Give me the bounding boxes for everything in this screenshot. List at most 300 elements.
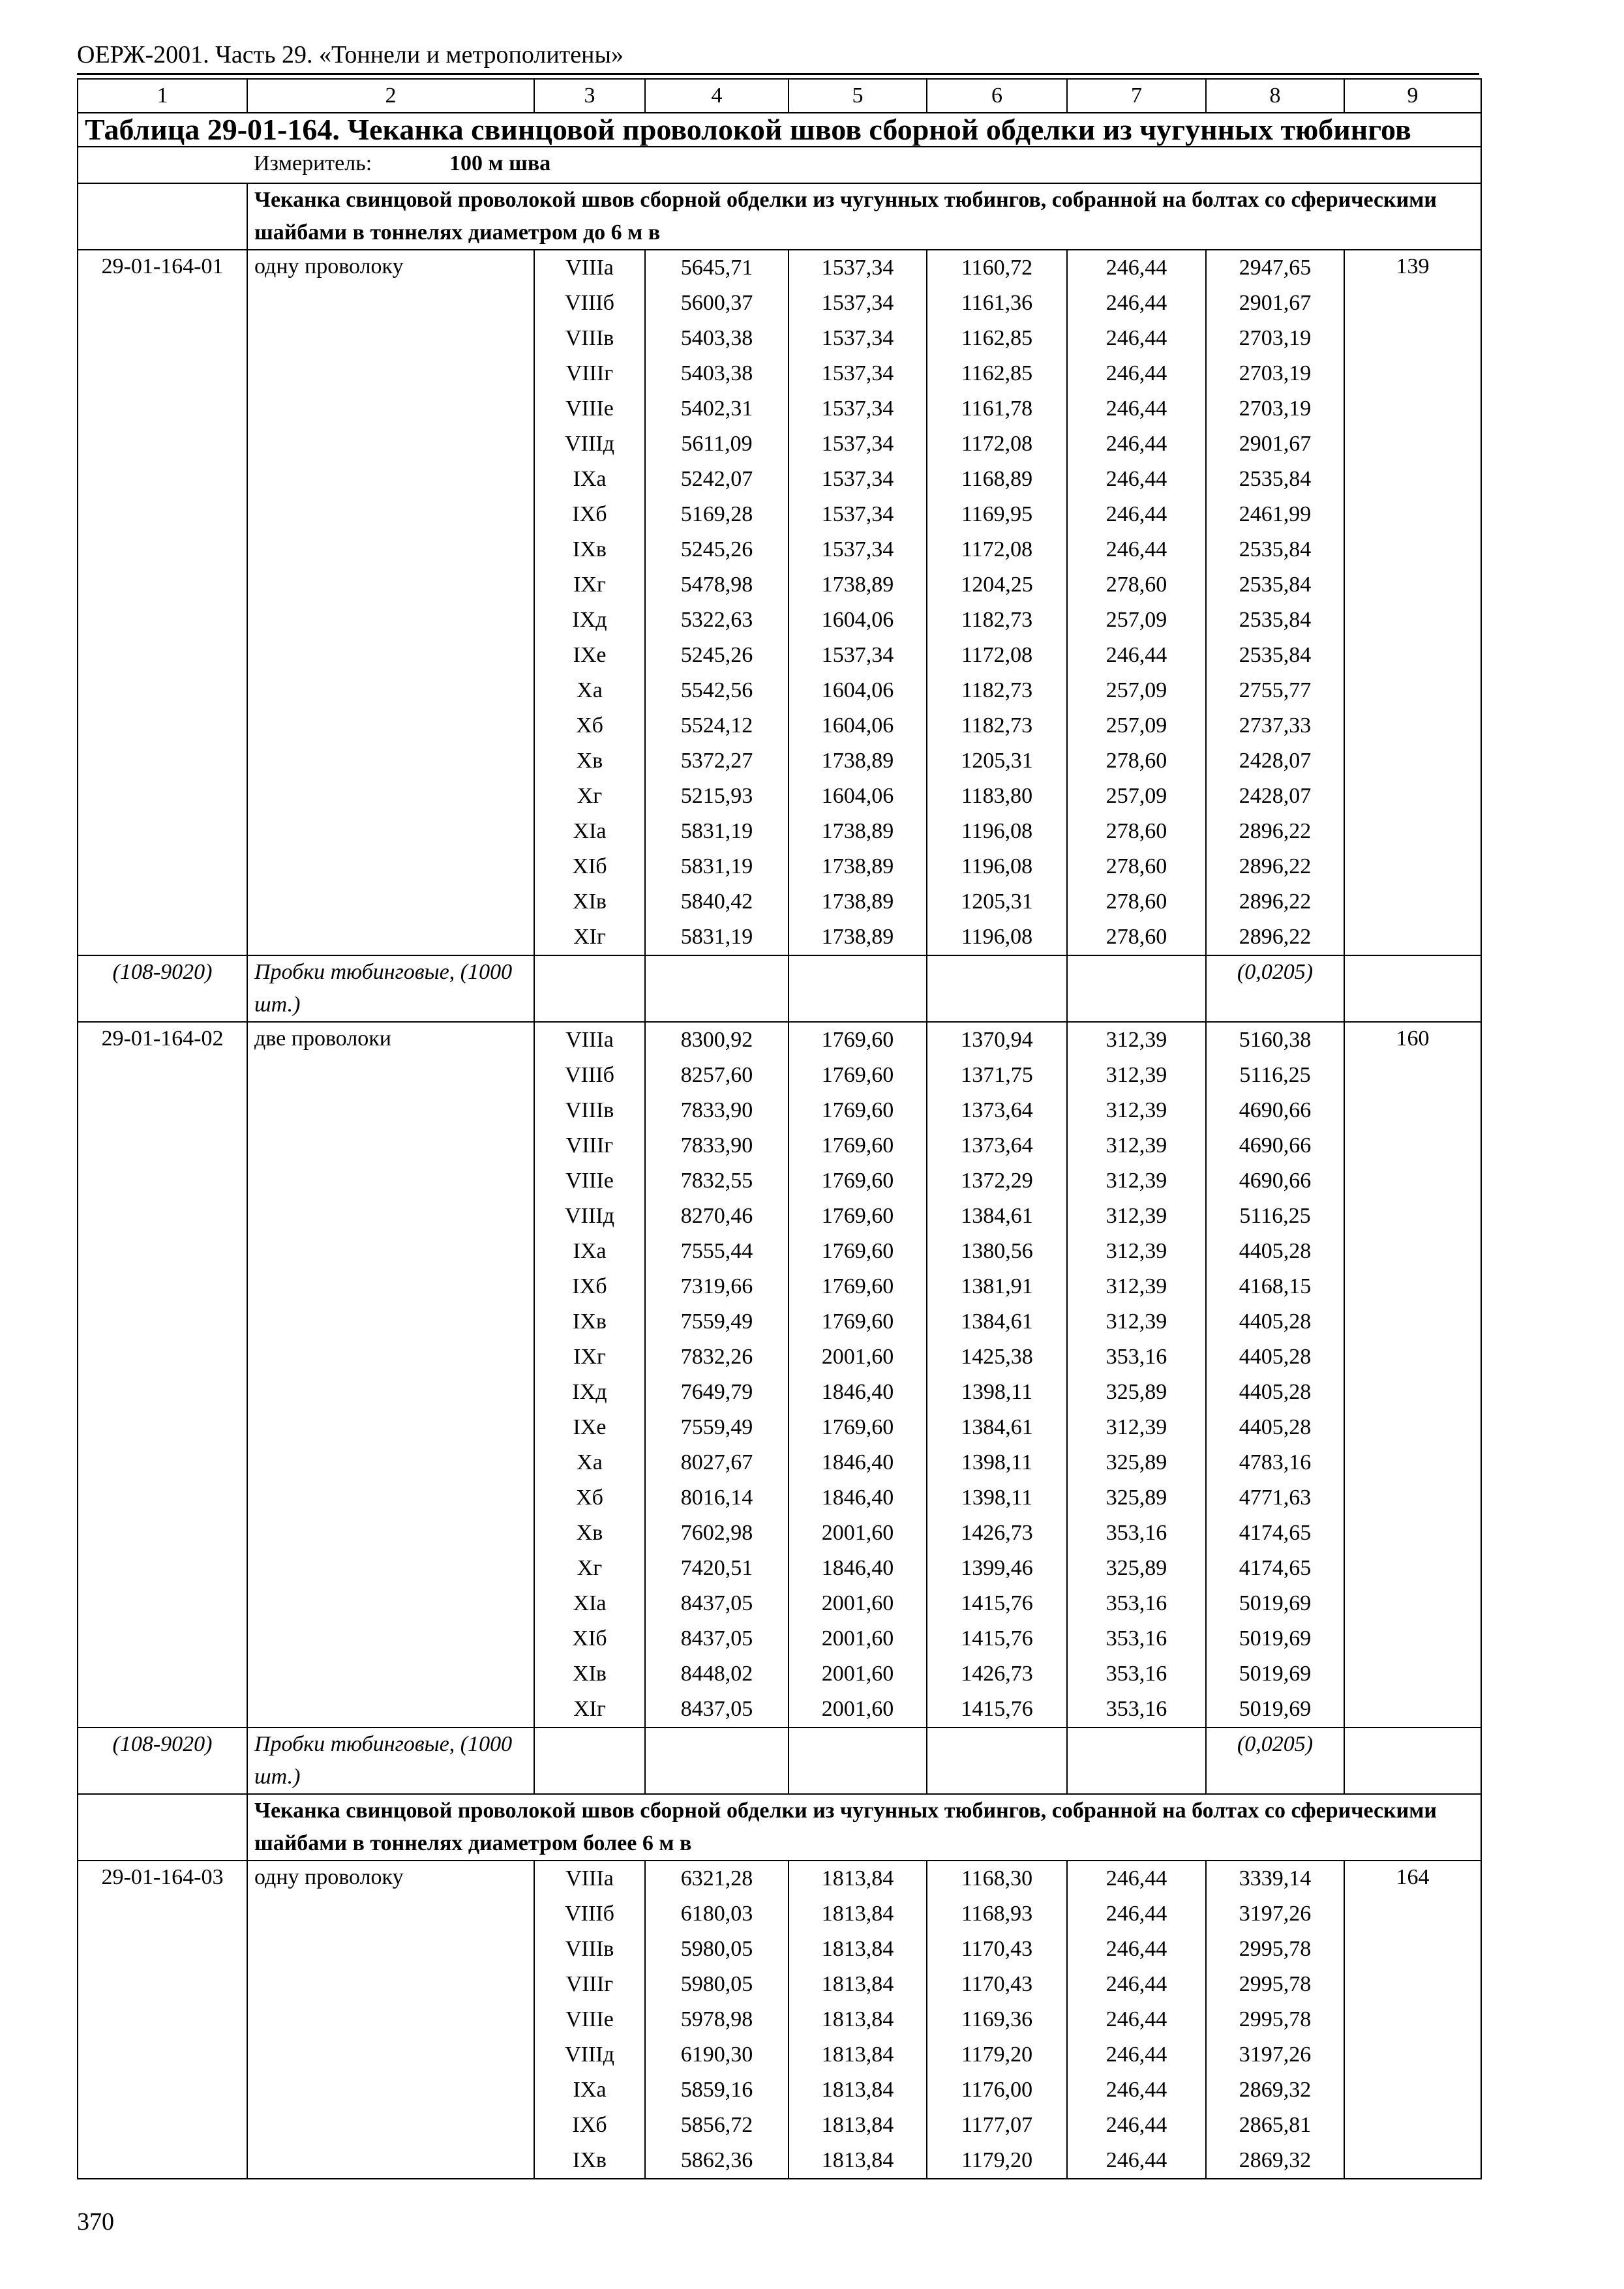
value-cell: 2001,60 xyxy=(821,1591,894,1615)
value-cell: 1604,06 xyxy=(821,678,894,702)
value-cell: 1846,40 xyxy=(821,1556,894,1580)
value-cell: 5645,71 xyxy=(680,256,753,280)
value-cell: 2535,84 xyxy=(1239,467,1312,491)
value-cell: 4690,66 xyxy=(1239,1169,1312,1193)
value-cell: 1205,31 xyxy=(961,749,1033,773)
value-cell: 8437,05 xyxy=(680,1591,753,1615)
empty-cell xyxy=(534,955,645,1022)
value-cell: 1176,00 xyxy=(961,2078,1033,2102)
value-cell: 5403,38 xyxy=(680,326,753,350)
work-description: одну проволоку xyxy=(247,250,534,955)
value-column xyxy=(645,250,789,955)
zone-cell: VIIIг xyxy=(565,361,614,385)
value-cell: 1169,95 xyxy=(961,502,1033,526)
value-cell: 2869,32 xyxy=(1239,2148,1312,2172)
section-heading-row xyxy=(78,183,1481,250)
value-cell: 1160,72 xyxy=(961,256,1033,280)
empty-cell xyxy=(534,1728,645,1794)
value-cell: 1168,93 xyxy=(961,1902,1033,1926)
value-cell: 4405,28 xyxy=(1239,1309,1312,1334)
value-cell: 1399,46 xyxy=(961,1556,1033,1580)
value-cell: 7833,90 xyxy=(680,1133,753,1158)
value-cell: 1604,06 xyxy=(821,713,894,738)
zone-cell: XIб xyxy=(572,1626,607,1651)
value-cell: 2428,07 xyxy=(1239,749,1312,773)
value-cell: 5245,26 xyxy=(680,537,753,561)
value-cell: 1537,34 xyxy=(821,291,894,315)
value-cell: 312,39 xyxy=(1105,1415,1167,1439)
zone-cell: Xв xyxy=(576,1521,603,1545)
value-cell: 4405,28 xyxy=(1239,1345,1312,1369)
value-cell: 246,44 xyxy=(1105,326,1167,350)
value-cell: 4405,28 xyxy=(1239,1239,1312,1263)
value-cell: 1813,84 xyxy=(821,1902,894,1926)
zone-cell: Xа xyxy=(577,678,603,702)
zone-cell: IXб xyxy=(572,502,607,526)
value-column xyxy=(1067,1022,1206,1728)
value-cell: 1537,34 xyxy=(821,643,894,667)
zone-cell: XIв xyxy=(573,890,607,914)
column-number: 4 xyxy=(645,79,789,113)
zone-cell: VIIIд xyxy=(565,2042,614,2067)
rate-item-row xyxy=(78,1861,1481,2179)
value-cell: 8437,05 xyxy=(680,1626,753,1651)
section-heading: Чеканка свинцовой проволокой швов сборной обделки из чугунных тюбингов, собранной на болтах со сферическими шайбами в тоннелях диаметром более 6 м в xyxy=(247,1794,1481,1861)
work-description: одну проволоку xyxy=(247,1861,534,2179)
value-cell: 353,16 xyxy=(1105,1626,1167,1651)
zone-cell: IXд xyxy=(572,1380,607,1404)
value-cell: 312,39 xyxy=(1105,1028,1167,1052)
value-cell: 1846,40 xyxy=(821,1450,894,1474)
value-cell: 5478,98 xyxy=(680,573,753,597)
value-cell: 1813,84 xyxy=(821,2007,894,2031)
value-cell: 2703,19 xyxy=(1239,396,1312,421)
value-cell: 5403,38 xyxy=(680,361,753,385)
value-cell: 1168,30 xyxy=(961,1866,1033,1891)
value-cell: 1537,34 xyxy=(821,467,894,491)
value-cell: 246,44 xyxy=(1105,467,1167,491)
column-number: 3 xyxy=(534,79,645,113)
value-cell: 5372,27 xyxy=(680,749,753,773)
value-cell: 1398,11 xyxy=(961,1450,1033,1474)
value-cell: 4174,65 xyxy=(1239,1521,1312,1545)
zone-cell: Xг xyxy=(577,1556,603,1580)
value-cell: 1370,94 xyxy=(961,1028,1033,1052)
value-column xyxy=(1067,250,1206,955)
zone-cell: IXб xyxy=(572,1274,607,1298)
title-row xyxy=(78,113,1481,147)
work-description: две проволоки xyxy=(247,1022,534,1728)
value-cell: 246,44 xyxy=(1105,537,1167,561)
value-cell: 1813,84 xyxy=(821,2113,894,2137)
zone-cell: IXд xyxy=(572,608,607,632)
value-cell: 1384,61 xyxy=(961,1415,1033,1439)
value-cell: 1769,60 xyxy=(821,1274,894,1298)
value-cell: 7832,55 xyxy=(680,1169,753,1193)
section-heading-row xyxy=(78,1794,1481,1861)
value-cell: 1381,91 xyxy=(961,1274,1033,1298)
value-cell: 246,44 xyxy=(1105,2042,1167,2067)
value-cell: 5600,37 xyxy=(680,291,753,315)
rate-item-row xyxy=(78,250,1481,955)
value-cell: 1537,34 xyxy=(821,396,894,421)
value-cell: 1813,84 xyxy=(821,1866,894,1891)
value-cell: 312,39 xyxy=(1105,1309,1167,1334)
value-cell: 2755,77 xyxy=(1239,678,1312,702)
value-cell: 2995,78 xyxy=(1239,2007,1312,2031)
value-cell: 5831,19 xyxy=(680,925,753,949)
value-cell: 1425,38 xyxy=(961,1345,1033,1369)
value-cell: 246,44 xyxy=(1105,432,1167,456)
value-cell: 1172,08 xyxy=(961,537,1033,561)
value-cell: 5840,42 xyxy=(680,890,753,914)
value-cell: 246,44 xyxy=(1105,1866,1167,1891)
value-cell: 312,39 xyxy=(1105,1239,1167,1263)
zone-cell: VIIIг xyxy=(565,1972,614,1996)
value-cell: 2947,65 xyxy=(1239,256,1312,280)
col9-value: 139 xyxy=(1344,250,1481,955)
empty-cell xyxy=(645,955,789,1022)
column-number: 5 xyxy=(789,79,927,113)
value-cell: 6180,03 xyxy=(680,1902,753,1926)
value-cell: 4405,28 xyxy=(1239,1380,1312,1404)
value-cell: 1205,31 xyxy=(961,890,1033,914)
value-cell: 2865,81 xyxy=(1239,2113,1312,2137)
value-cell: 7559,49 xyxy=(680,1309,753,1334)
value-column xyxy=(927,250,1067,955)
value-cell: 1769,60 xyxy=(821,1415,894,1439)
value-cell: 1769,60 xyxy=(821,1098,894,1122)
value-cell: 2535,84 xyxy=(1239,537,1312,561)
table-body xyxy=(78,79,1481,2179)
rate-code: 29-01-164-01 xyxy=(78,250,247,955)
value-cell: 1415,76 xyxy=(961,1591,1033,1615)
value-cell: 5542,56 xyxy=(680,678,753,702)
value-cell: 1813,84 xyxy=(821,1972,894,1996)
value-cell: 2001,60 xyxy=(821,1662,894,1686)
zone-cell: Xб xyxy=(576,713,603,738)
zone-cell: VIIIб xyxy=(565,291,614,315)
value-cell: 7649,79 xyxy=(680,1380,753,1404)
zone-cell: VIIIа xyxy=(565,1028,614,1052)
value-cell: 246,44 xyxy=(1105,1902,1167,1926)
value-column xyxy=(534,1022,645,1728)
empty-cell xyxy=(1067,1728,1206,1794)
value-cell: 1846,40 xyxy=(821,1486,894,1510)
zone-cell: VIIIа xyxy=(565,256,614,280)
value-cell: 1371,75 xyxy=(961,1063,1033,1087)
value-cell: 1170,43 xyxy=(961,1972,1033,1996)
value-cell: 2428,07 xyxy=(1239,784,1312,808)
value-cell: 1162,85 xyxy=(961,326,1033,350)
value-cell: 1182,73 xyxy=(961,608,1033,632)
value-cell: 5116,25 xyxy=(1239,1204,1311,1228)
value-cell: 1537,34 xyxy=(821,361,894,385)
value-cell: 2896,22 xyxy=(1239,925,1312,949)
value-cell: 2995,78 xyxy=(1239,1937,1312,1961)
value-cell: 325,89 xyxy=(1105,1556,1167,1580)
col9-value: 160 xyxy=(1344,1022,1481,1728)
value-cell: 7319,66 xyxy=(680,1274,753,1298)
column-number-row xyxy=(78,79,1481,113)
value-cell: 7833,90 xyxy=(680,1098,753,1122)
zone-cell: IXе xyxy=(573,1415,607,1439)
header-rule xyxy=(77,73,1479,75)
value-cell: 8300,92 xyxy=(680,1028,753,1052)
value-cell: 1172,08 xyxy=(961,432,1033,456)
value-cell: 2896,22 xyxy=(1239,819,1312,843)
zone-cell: XIб xyxy=(572,854,607,878)
value-cell: 2001,60 xyxy=(821,1697,894,1721)
value-cell: 5169,28 xyxy=(680,502,753,526)
value-cell: 7832,26 xyxy=(680,1345,753,1369)
value-cell: 246,44 xyxy=(1105,1937,1167,1961)
value-cell: 1179,20 xyxy=(961,2148,1033,2172)
value-cell: 5856,72 xyxy=(680,2113,753,2137)
value-cell: 7420,51 xyxy=(680,1556,753,1580)
empty-cell xyxy=(789,1728,927,1794)
value-cell: 1204,25 xyxy=(961,573,1033,597)
zone-cell: VIIIе xyxy=(565,396,614,421)
value-cell: 1604,06 xyxy=(821,784,894,808)
value-cell: 353,16 xyxy=(1105,1697,1167,1721)
value-cell: 1162,85 xyxy=(961,361,1033,385)
value-column xyxy=(645,1022,789,1728)
value-column xyxy=(789,250,927,955)
value-cell: 1738,89 xyxy=(821,925,894,949)
rate-code: 29-01-164-03 xyxy=(78,1861,247,2179)
zone-cell: VIIIв xyxy=(565,326,614,350)
value-cell: 278,60 xyxy=(1105,854,1167,878)
column-number: 6 xyxy=(927,79,1067,113)
value-cell: 7555,44 xyxy=(680,1239,753,1263)
value-cell: 1182,73 xyxy=(961,678,1033,702)
value-cell: 5116,25 xyxy=(1239,1063,1311,1087)
value-cell: 278,60 xyxy=(1105,749,1167,773)
value-cell: 2001,60 xyxy=(821,1345,894,1369)
value-cell: 1537,34 xyxy=(821,256,894,280)
value-cell: 1398,11 xyxy=(961,1380,1033,1404)
value-cell: 1384,61 xyxy=(961,1204,1033,1228)
material-row xyxy=(78,1728,1481,1794)
value-cell: 5160,38 xyxy=(1239,1028,1312,1052)
value-cell: 246,44 xyxy=(1105,256,1167,280)
value-cell: 5859,16 xyxy=(680,2078,753,2102)
value-cell: 1738,89 xyxy=(821,890,894,914)
value-cell: 5402,31 xyxy=(680,396,753,421)
value-cell: 5524,12 xyxy=(680,713,753,738)
value-cell: 1398,11 xyxy=(961,1486,1033,1510)
value-cell: 353,16 xyxy=(1105,1345,1167,1369)
value-cell: 5980,05 xyxy=(680,1972,753,1996)
empty-cell xyxy=(1067,955,1206,1022)
measure xyxy=(247,147,1481,183)
value-cell: 7559,49 xyxy=(680,1415,753,1439)
value-cell: 257,09 xyxy=(1105,713,1167,738)
value-cell: 4771,63 xyxy=(1239,1486,1312,1510)
page-header: ОЕРЖ-2001. Часть 29. «Тоннели и метрополитены» xyxy=(77,41,624,68)
col9-value: 164 xyxy=(1344,1861,1481,2179)
value-cell: 1769,60 xyxy=(821,1063,894,1087)
value-cell: 8437,05 xyxy=(680,1697,753,1721)
zone-cell: VIIIв xyxy=(565,1098,614,1122)
value-cell: 353,16 xyxy=(1105,1591,1167,1615)
value-cell: 1169,36 xyxy=(961,2007,1033,2031)
column-number: 7 xyxy=(1067,79,1206,113)
measure-row xyxy=(78,147,1481,183)
value-column xyxy=(1206,1861,1344,2179)
value-cell: 312,39 xyxy=(1105,1204,1167,1228)
value-cell: 257,09 xyxy=(1105,784,1167,808)
value-column xyxy=(1206,250,1344,955)
value-cell: 5862,36 xyxy=(680,2148,753,2172)
value-cell: 4168,15 xyxy=(1239,1274,1312,1298)
value-cell: 2461,99 xyxy=(1239,502,1312,526)
value-cell: 278,60 xyxy=(1105,925,1167,949)
zone-cell: XIа xyxy=(573,1591,607,1615)
value-cell: 4174,65 xyxy=(1239,1556,1312,1580)
value-cell: 6321,28 xyxy=(680,1866,753,1891)
value-cell: 5611,09 xyxy=(681,432,753,456)
value-cell: 1177,07 xyxy=(961,2113,1033,2137)
value-cell: 1769,60 xyxy=(821,1309,894,1334)
value-cell: 8257,60 xyxy=(680,1063,753,1087)
table-title: Таблица 29-01-164. Чеканка свинцовой проволокой швов сборной обделки из чугунных тюбингов xyxy=(78,113,1481,147)
value-cell: 1196,08 xyxy=(961,819,1033,843)
zone-cell: IXе xyxy=(573,643,607,667)
value-column xyxy=(1067,1861,1206,2179)
value-cell: 312,39 xyxy=(1105,1133,1167,1158)
value-cell: 5242,07 xyxy=(680,467,753,491)
zone-cell: XIг xyxy=(573,1697,606,1721)
value-cell: 8016,14 xyxy=(680,1486,753,1510)
value-cell: 8027,67 xyxy=(680,1450,753,1474)
zone-cell: VIIIб xyxy=(565,1063,614,1087)
material-code: (108-9020) xyxy=(78,955,247,1022)
zone-cell: VIIIд xyxy=(565,432,614,456)
value-cell: 1170,43 xyxy=(961,1937,1033,1961)
value-cell: 2535,84 xyxy=(1239,643,1312,667)
material-value: (0,0205) xyxy=(1206,955,1344,1022)
value-cell: 5978,98 xyxy=(680,2007,753,2031)
value-cell: 4783,16 xyxy=(1239,1450,1312,1474)
value-cell: 5019,69 xyxy=(1239,1591,1312,1615)
zone-cell: Xг xyxy=(577,784,603,808)
zone-cell: Xб xyxy=(576,1486,603,1510)
value-cell: 353,16 xyxy=(1105,1521,1167,1545)
value-column xyxy=(927,1861,1067,2179)
value-cell: 1426,73 xyxy=(961,1521,1033,1545)
value-cell: 1769,60 xyxy=(821,1133,894,1158)
value-column xyxy=(534,250,645,955)
value-cell: 1179,20 xyxy=(961,2042,1033,2067)
section-heading-spacer xyxy=(78,1794,247,1861)
value-cell: 1769,60 xyxy=(821,1169,894,1193)
value-cell: 1415,76 xyxy=(961,1626,1033,1651)
value-cell: 1372,29 xyxy=(961,1169,1033,1193)
value-column xyxy=(534,1861,645,2179)
value-cell: 1537,34 xyxy=(821,537,894,561)
measure-spacer xyxy=(78,147,247,183)
value-cell: 2995,78 xyxy=(1239,1972,1312,1996)
value-cell: 1172,08 xyxy=(961,643,1033,667)
value-cell: 325,89 xyxy=(1105,1486,1167,1510)
measure-label: Измеритель: xyxy=(254,151,372,175)
empty-cell xyxy=(927,955,1067,1022)
value-cell: 3339,14 xyxy=(1239,1866,1312,1891)
zone-cell: IXв xyxy=(573,537,607,561)
value-cell: 312,39 xyxy=(1105,1098,1167,1122)
value-cell: 2535,84 xyxy=(1239,573,1312,597)
value-cell: 1537,34 xyxy=(821,432,894,456)
value-cell: 1161,78 xyxy=(961,396,1033,421)
value-cell: 2001,60 xyxy=(821,1521,894,1545)
value-cell: 257,09 xyxy=(1105,608,1167,632)
zone-cell: IXа xyxy=(573,467,607,491)
value-cell: 325,89 xyxy=(1105,1380,1167,1404)
value-column xyxy=(927,1022,1067,1728)
value-cell: 1846,40 xyxy=(821,1380,894,1404)
zone-cell: VIIIб xyxy=(565,1902,614,1926)
empty-cell xyxy=(927,1728,1067,1794)
value-cell: 1161,36 xyxy=(961,291,1033,315)
zone-cell: IXа xyxy=(573,2078,607,2102)
zone-cell: VIIIе xyxy=(565,1169,614,1193)
column-number: 8 xyxy=(1206,79,1344,113)
empty-cell xyxy=(789,955,927,1022)
value-cell: 312,39 xyxy=(1105,1063,1167,1087)
column-number: 9 xyxy=(1344,79,1481,113)
zone-cell: VIIIе xyxy=(565,2007,614,2031)
value-cell: 3197,26 xyxy=(1239,1902,1312,1926)
zone-cell: VIIIг xyxy=(565,1133,614,1158)
page-number: 370 xyxy=(77,2208,114,2236)
value-cell: 1769,60 xyxy=(821,1239,894,1263)
value-cell: 1769,60 xyxy=(821,1028,894,1052)
zone-cell: IXб xyxy=(572,2113,607,2137)
value-cell: 257,09 xyxy=(1105,678,1167,702)
value-cell: 1384,61 xyxy=(961,1309,1033,1334)
rates-table xyxy=(77,78,1482,2179)
value-cell: 1196,08 xyxy=(961,925,1033,949)
empty-cell xyxy=(645,1728,789,1794)
value-cell: 2869,32 xyxy=(1239,2078,1312,2102)
value-cell: 2001,60 xyxy=(821,1626,894,1651)
zone-cell: VIIIд xyxy=(565,1204,614,1228)
value-cell: 4405,28 xyxy=(1239,1415,1312,1439)
value-cell: 5019,69 xyxy=(1239,1662,1312,1686)
value-cell: 5322,63 xyxy=(680,608,753,632)
section-heading: Чеканка свинцовой проволокой швов сборной обделки из чугунных тюбингов, собранной на болтах со сферическими шайбами в тоннелях диаметром до 6 м в xyxy=(247,183,1481,250)
rate-item-row xyxy=(78,1022,1481,1728)
measure-value: 100 м шва xyxy=(449,151,551,175)
material-value: (0,0205) xyxy=(1206,1728,1344,1794)
section-heading-spacer xyxy=(78,183,247,250)
value-cell: 1380,56 xyxy=(961,1239,1033,1263)
value-cell: 7602,98 xyxy=(680,1521,753,1545)
zone-cell: XIа xyxy=(573,819,607,843)
value-cell: 1813,84 xyxy=(821,2078,894,2102)
value-cell: 325,89 xyxy=(1105,1450,1167,1474)
value-cell: 5245,26 xyxy=(680,643,753,667)
value-cell: 2901,67 xyxy=(1239,291,1312,315)
value-cell: 2896,22 xyxy=(1239,854,1312,878)
value-cell: 246,44 xyxy=(1105,2148,1167,2172)
value-cell: 246,44 xyxy=(1105,291,1167,315)
value-cell: 1415,76 xyxy=(961,1697,1033,1721)
zone-cell: XIв xyxy=(573,1662,607,1686)
rate-code: 29-01-164-02 xyxy=(78,1022,247,1728)
